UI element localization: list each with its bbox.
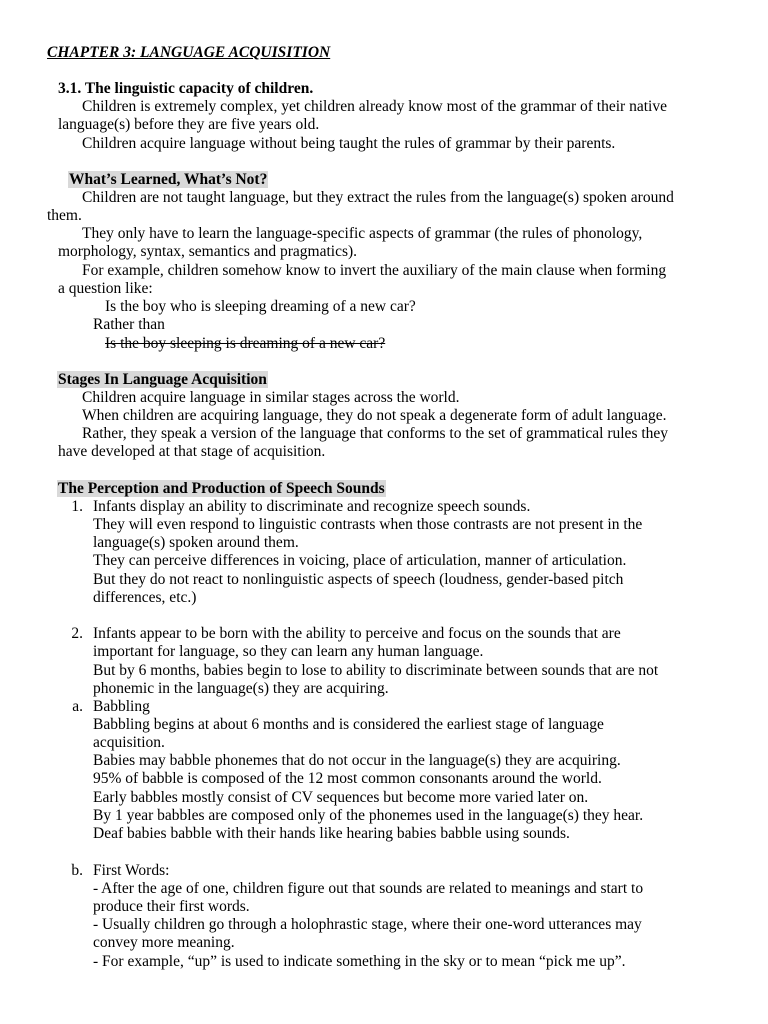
paragraph-line: Children is extremely complex, yet children already know most of the grammar of their native: [82, 98, 667, 115]
list-item-line: Babbling begins at about 6 months and is considered the earliest stage of language: [93, 716, 604, 733]
section-heading-linguistic-capacity: 3.1. The linguistic capacity of children.: [58, 80, 314, 97]
list-item-line: Early babbles mostly consist of CV sequences but become more varied later on.: [93, 789, 589, 806]
list-item-line: convey more meaning.: [93, 934, 235, 951]
paragraph-line: them.: [47, 207, 82, 224]
list-item-line: By 1 year babbles are composed only of the phonemes used in the language(s) they hear.: [93, 807, 644, 824]
list-marker: 2.: [71, 625, 83, 642]
list-item-line: - Usually children go through a holophrastic stage, where their one-word utterances may: [93, 916, 642, 933]
list-marker: 1.: [71, 498, 83, 515]
list-item-line: important for language, so they can learn any human language.: [93, 643, 484, 660]
list-item-line: Babies may babble phonemes that do not occur in the language(s) they are acquiring.: [93, 752, 621, 769]
paragraph-line: When children are acquiring language, they do not speak a degenerate form of adult language.: [82, 407, 667, 424]
example-sentence-correct: Is the boy who is sleeping dreaming of a new car?: [105, 298, 416, 315]
list-marker: b.: [71, 862, 83, 879]
highlighted-heading: Stages In Language Acquisition: [58, 371, 267, 388]
chapter-title: CHAPTER 3: LANGUAGE ACQUISITION: [47, 44, 331, 61]
paragraph-line: a question like:: [58, 280, 153, 297]
list-item-line: - After the age of one, children figure out that sounds are related to meanings and start to: [93, 880, 644, 897]
list-item-line: First Words:: [93, 862, 170, 879]
list-item-line: produce their first words.: [93, 898, 250, 915]
list-item-line: They will even respond to linguistic contrasts when those contrasts are not present in the: [93, 516, 643, 533]
list-item-line: Babbling: [93, 698, 150, 715]
list-item-line: But they do not react to nonlinguistic aspects of speech (loudness, gender-based pitch: [93, 571, 624, 588]
example-sentence-incorrect: Is the boy sleeping is dreaming of a new car?: [105, 335, 386, 352]
paragraph-line: have developed at that stage of acquisition.: [58, 443, 326, 460]
highlighted-heading: The Perception and Production of Speech Sounds: [58, 480, 385, 497]
list-item-line: But by 6 months, babies begin to lose to ability to discriminate between sounds that are not: [93, 662, 659, 679]
paragraph-line: Rather, they speak a version of the language that conforms to the set of grammatical rules they: [82, 425, 669, 442]
list-item-line: They can perceive differences in voicing, place of articulation, manner of articulation.: [93, 552, 627, 569]
list-item-line: 95% of babble is composed of the 12 most common consonants around the world.: [93, 770, 602, 787]
paragraph-line: Children are not taught language, but they extract the rules from the language(s) spoken around: [82, 189, 674, 206]
highlighted-heading: What’s Learned, What’s Not?: [69, 171, 268, 188]
list-item-line: Infants display an ability to discriminate and recognize speech sounds.: [93, 498, 531, 515]
list-item-line: language(s) spoken around them.: [93, 534, 299, 551]
list-item-line: acquisition.: [93, 734, 165, 751]
paragraph-line: language(s) before they are five years old.: [58, 116, 320, 133]
list-item-line: Infants appear to be born with the ability to perceive and focus on the sounds that are: [93, 625, 621, 642]
list-item-line: phonemic in the language(s) they are acquiring.: [93, 680, 389, 697]
list-item-line: differences, etc.): [93, 589, 197, 606]
paragraph-line: Children acquire language without being taught the rules of grammar by their parents.: [82, 135, 616, 152]
paragraph-line: For example, children somehow know to invert the auxiliary of the main clause when forming: [82, 262, 667, 279]
paragraph-line: Children acquire language in similar stages across the world.: [82, 389, 460, 406]
list-item-line: Deaf babies babble with their hands like hearing babies babble using sounds.: [93, 825, 570, 842]
section-heading-whats-learned: [68, 171, 268, 189]
section-heading-stages: [57, 371, 268, 389]
rather-than-text: Rather than: [93, 316, 165, 333]
section-heading-perception: [57, 480, 386, 498]
list-marker: a.: [72, 698, 83, 715]
paragraph-line: morphology, syntax, semantics and pragmatics).: [58, 243, 358, 260]
list-item-line: - For example, “up” is used to indicate something in the sky or to mean “pick me up”.: [93, 953, 626, 970]
paragraph-line: They only have to learn the language-specific aspects of grammar (the rules of phonology,: [82, 225, 643, 242]
